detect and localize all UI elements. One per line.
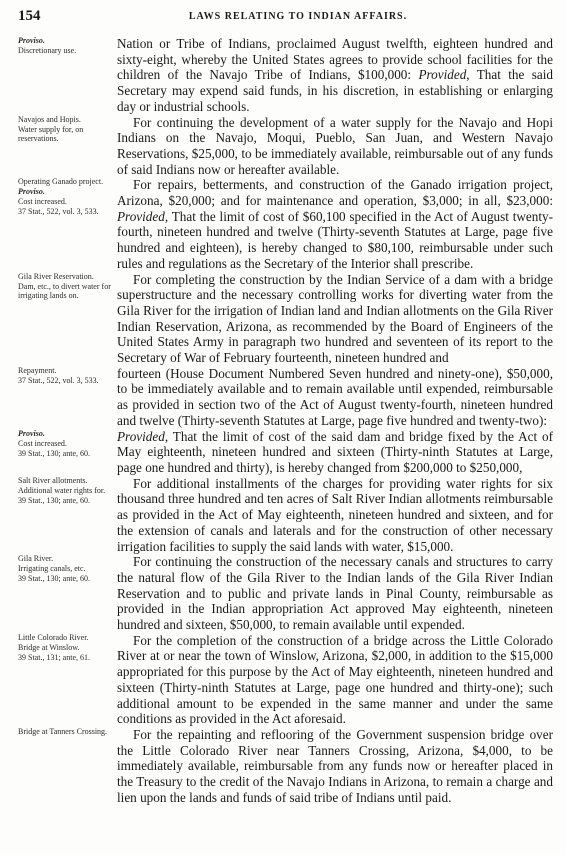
margin-note: Gila River.: [18, 554, 54, 564]
margin-notes: [18, 554, 114, 584]
margin-note: 37 Stat., 522, vol. 3, 533.: [18, 375, 99, 385]
page-body: [0, 36, 566, 805]
paragraph: For the completion of the construction of a bridge across the Little Colorado River at or near the town of Winslow, Arizona, $2,000, in addition to the $15,000 appropriated for this purpose by the Act of May eighteenth, nineteen hundred and sixteen (Thirty-ninth Statutes at Large, page one hundred and thirty-one); such additional amount to be expended in the same manner and under the same conditions as provided in the Act aforesaid.: [117, 632, 553, 727]
margin-note: Water supply for, on reservations.: [18, 124, 84, 143]
margin-note: 37 Stat., 522, vol. 3, 533.: [18, 207, 99, 217]
paragraph: For continuing the development of a water supply for the Navajo and Hopi Indians on the Navajo, Moqui, Pueblo, San Juan, and Western Navajo Reservations, $25,000, to be immediately available, reimbursable out of any funds of said Indians now or hereafter available.: [117, 114, 553, 177]
margin-note: Proviso.: [18, 36, 45, 45]
margin-notes: [18, 429, 114, 459]
margin-note: Proviso.: [18, 428, 45, 438]
margin-notes: [18, 272, 114, 301]
margin-note: Irrigating canals, etc.: [18, 564, 86, 574]
section: [0, 115, 566, 178]
running-head: LAWS RELATING TO INDIAN AFFAIRS.: [188, 11, 408, 22]
margin-note: 39 Stat., 130; ante, 60.: [18, 574, 90, 584]
page-number: 154: [18, 8, 41, 24]
margin-note: Cost increased.: [18, 438, 67, 448]
margin-notes: [18, 177, 114, 217]
margin-note: Repayment.: [18, 365, 57, 375]
margin-note: 39 Stat., 130; ante, 60.: [18, 495, 90, 505]
paragraph: Provided, That the limit of cost of the said dam and bridge fixed by the Act of May eighteenth, nineteen hundred and sixteen (Thirty-ninth Statutes at Large, page one hundred and thirty), is hereby changed from $200,000 to $250,000,: [117, 428, 553, 475]
margin-note: Salt River allotments.: [18, 475, 88, 485]
margin-note: Operating Ganado project.: [18, 177, 104, 187]
margin-note: Discretionary use.: [18, 46, 77, 55]
section: [0, 633, 566, 727]
margin-note: Dam, etc., to divert water for irrigating lands on.: [18, 281, 111, 300]
section: [0, 476, 566, 555]
section: [0, 554, 566, 633]
margin-notes: [18, 633, 114, 663]
section: [0, 727, 566, 806]
margin-note: 39 Stat., 130; ante, 60.: [18, 448, 90, 458]
section: [0, 36, 566, 115]
margin-note: Gila River Reservation.: [18, 271, 94, 281]
margin-note: Bridge at Winslow.: [18, 642, 80, 652]
paragraph: For repairs, betterments, and construction of the Ganado irrigation project, Arizona, $20,000; and for maintenance and operation, $3,000; in all, $23,000: Provided, That the limit of cost of $60,100 specified in the Act of August twenty-fourth, nineteen hundred and twelve (Thirty-seventh Statutes at Large, page five hundred and eighteen), is hereby changed to $80,100, reimbursable under such rules and regulations as the Secretary of the Interior shall prescribe.: [117, 177, 553, 271]
margin-note: Proviso.: [18, 187, 45, 197]
margin-notes: [18, 366, 114, 386]
section: [0, 366, 566, 429]
section: [0, 272, 566, 366]
paragraph: For completing the construction by the Indian Service of a dam with a bridge superstructure and the necessary controlling works for diverting water from the Gila River for the irrigation of Indian land and Indian allotments on the Gila River Indian Reservation, Arizona, as recommended by the Board of Engineers of the United States Army in paragraph two hundred and seventeen of its report to the Secretary of War of February fourteenth, nineteen hundred and: [117, 271, 553, 366]
paragraph: Nation or Tribe of Indians, proclaimed August twelfth, eighteen hundred and sixty-eight, whereby the United States agrees to provide school facilities for the children of the Navajo Tribe of Indians, $100,000: Provided, That the said Secretary may expend said funds, in his discretion, in establishing or enlarging day or industrial schools.: [117, 36, 553, 114]
section: [0, 429, 566, 476]
margin-note: Navajos and Hopis.: [18, 114, 81, 124]
paragraph: fourteen (House Document Numbered Seven hundred and ninety-one), $50,000, to be immediately available and to remain available until expended, reimbursable as provided in section two of the Act of August twenty-fourth, nineteen hundred and twelve (Thirty-seventh Statutes at Large, page five hundred and twenty-two):: [117, 365, 553, 428]
margin-note: Little Colorado River.: [18, 632, 89, 642]
margin-notes: [18, 727, 114, 737]
margin-notes: [18, 36, 114, 56]
paragraph: For the repainting and reflooring of the Government suspension bridge over the Little Colorado River near Tanners Crossing, Arizona, $4,000, to be immediately available, reimbursable from any funds now or hereafter placed in the Treasury to the credit of the Navajo Indians in Arizona, to remain a charge and lien upon the lands and funds of said tribe of Indians until paid.: [117, 726, 553, 805]
margin-notes: [18, 476, 114, 506]
margin-notes: [18, 115, 114, 144]
margin-note: 39 Stat., 131; ante, 61.: [18, 652, 90, 662]
paragraph: For additional installments of the charges for providing water rights for six thousand three hundred and ten acres of Salt River Indian allotments reimbursable as provided in the Act of May eighteenth, nineteen hundred and sixteen, and for the extension of canals and laterals and for the construction of other necessary irrigation facilities to supply the said lands with water, $15,000.: [117, 475, 553, 554]
section: [0, 177, 566, 271]
margin-note: Cost increased.: [18, 197, 67, 207]
paragraph: For continuing the construction of the necessary canals and structures to carry the natural flow of the Gila River to the Indian lands of the Gila River Indian Reservation and to public and private lands in Pinal County, reimbursable as provided in the Indian appropriation Act approved May eighteenth, nineteen hundred and sixteen, $50,000, to remain available until expended.: [117, 554, 553, 633]
margin-note: Additional water rights for.: [18, 485, 106, 495]
margin-note: Bridge at Tanners Crossing.: [18, 726, 108, 736]
